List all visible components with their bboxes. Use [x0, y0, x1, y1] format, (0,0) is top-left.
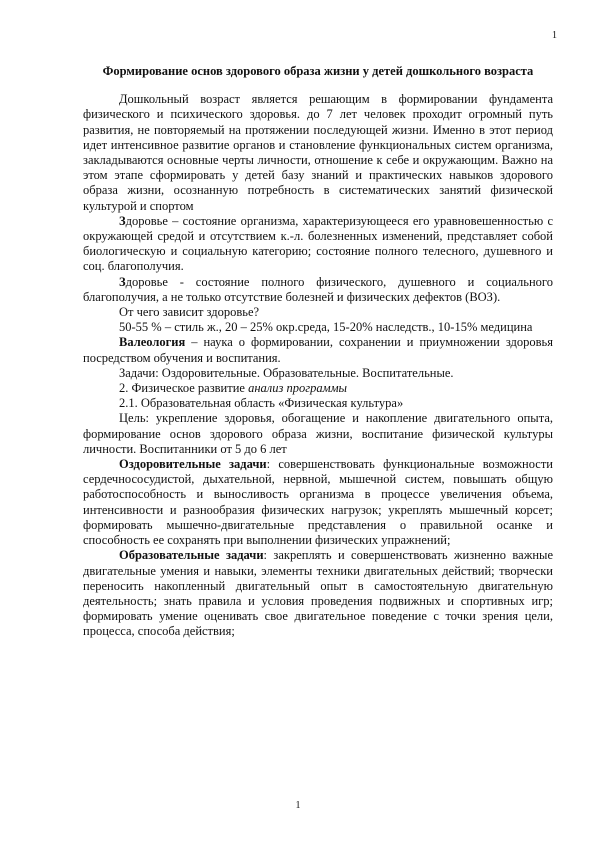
term-valeology: Валеология	[119, 335, 186, 350]
term-health-tasks: Оздоровительные задачи	[119, 457, 267, 472]
page-number-top: 1	[552, 30, 557, 41]
paragraph-goal: Цель: укрепление здоровья, обогащение и накопление двигательного опыта, формирование основ здорового образа жизни, воспитание физической культуры личности. Воспитанники от 5 до 6 лет	[83, 411, 553, 456]
page-number-bottom: 1	[295, 800, 301, 811]
document-title: Формирование основ здорового образа жизни у детей дошкольного возраста	[102, 64, 534, 78]
paragraph-section-2: 2. Физическое развитие анализ программы	[119, 381, 348, 396]
paragraph-valeology: Валеология – наука о формировании, сохранении и приумножении здоровья посредством обучения и воспитания.	[83, 335, 553, 365]
drop-letter: З	[119, 213, 126, 228]
drop-letter: З	[119, 274, 126, 289]
paragraph-question: От чего зависит здоровье?	[119, 305, 260, 320]
paragraph-section-2-1: 2.1. Образовательная область «Физическая культура»	[119, 396, 404, 411]
paragraph-educational-tasks: Образовательные задачи: закреплять и совершенствовать жизненно важные двигательные умения и навыки, элементы техники двигательных действий; творчески переносить накопленный двигательный опыт в самостоятельную двигательную деятельность; знать правила и условия проведения подвижных и спортивных игр; формировать умение оценивать свое двигательное поведение с точки зрения цели, процесса, способа действия;	[83, 548, 553, 639]
italic-note: анализ программы	[248, 381, 348, 396]
paragraph-tasks: Задачи: Оздоровительные. Образовательные. Воспитательные.	[119, 365, 454, 380]
term-educational-tasks: Образовательные задачи	[119, 548, 264, 563]
paragraph-health-definition: Здоровье – состояние организма, характеризующееся его уравновешенностью с окружающей средой и отсутствием к.-л. болезненных изменений, представляет собой биологическую и социальную категорию; состояние полного телесного, душевного и соц. благополучия.	[83, 213, 553, 274]
paragraph-health-tasks: Оздоровительные задачи: совершенствовать функциональные возможности сердечнососудистой, дыхательной, нервной, мышечной систем, повышать общую работоспособность и выносливость организма в процессе увеличения объема, интенсивности и разнообразия физических нагрузок; укреплять мышечный корсет; формировать мышечно-двигательные представления о правильной осанке и способность ее сохранять при выполнении физических упражнений;	[83, 457, 553, 548]
paragraph-who-definition: Здоровье - состояние полного физического, душевного и социального благополучия, а не только отсутствие болезней и физических дефектов (ВОЗ).	[83, 274, 553, 304]
paragraph-intro: Дошкольный возраст является решающим в формировании фундамента физического и психического здоровья. до 7 лет человек проходит огромный путь развития, не повторяемый на протяжении последующей жизни. Именно в этот период идет интенсивное развитие органов и становление функциональных систем организма, закладываются основные черты личности, отношение к себе и окружающим. Важно на этом этапе сформировать у детей базу знаний и практических навыков здорового образа жизни, осознанную потребность в систематических занятий физической культурой и спортом	[83, 92, 553, 213]
page-content	[83, 64, 553, 640]
paragraph-factors: 50-55 % – стиль ж., 20 – 25% окр.среда, 15-20% наследств., 10-15% медицина	[119, 320, 533, 335]
